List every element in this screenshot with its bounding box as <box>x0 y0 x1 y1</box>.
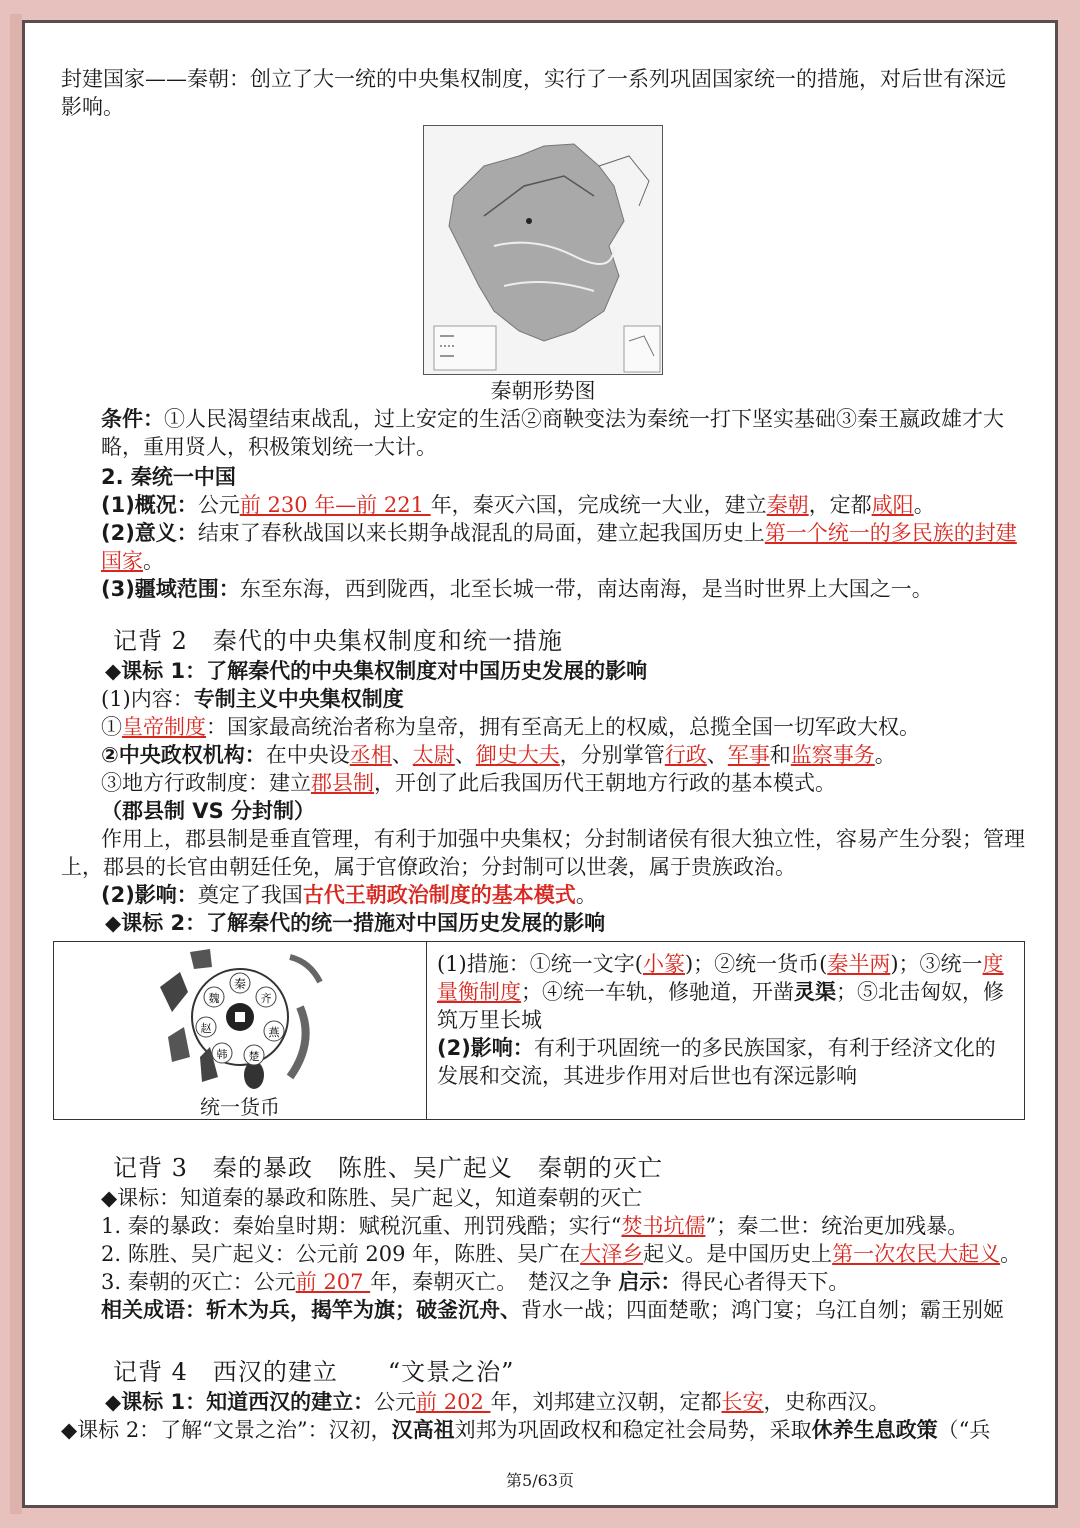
item2-mid: ，分别掌管 <box>559 743 665 767</box>
section4-standard2 <box>61 1416 1025 1444</box>
conditions-text: ①人民渴望结束战乱，过上安定的生活②商鞅变法为秦统一打下坚实基础③秦王嬴政雄才大略，重用贤人，积极策划统一大计。 <box>101 407 1004 459</box>
l1-end: ”；秦二世：统治更加残暴。 <box>705 1214 969 1238</box>
section2-title: 记背 2 秦代的中央集权制度和统一措施 <box>113 627 563 655</box>
section2-impact <box>61 881 1025 909</box>
s4-std1-end: ，史称西汉。 <box>763 1390 890 1414</box>
overview-mid: 年，秦灭六国，完成统一大业，建立 <box>430 493 767 517</box>
coin-label-2: 燕 <box>268 1026 280 1039</box>
section2-standard2: ◆课标 2：了解秦代的统一措施对中国历史发展的影响 <box>105 911 606 935</box>
intro-paragraph: 封建国家——秦朝：创立了大一统的中央集权制度，实行了一系列巩固国家统一的措施，对后世有深远影响。 <box>61 67 1006 119</box>
item2-pre: 在中央设 <box>265 743 350 767</box>
item1-text: ：国家最高统治者称为皇帝，拥有至高无上的权威，总揽全国一切军政大权。 <box>206 715 920 739</box>
effect-body: 有利于巩固统一的多民族国家，有利于经济文化的发展和交流，其进步作用对后世也有深远影响 <box>437 1036 996 1088</box>
section2-standard1: ◆课标 1：了解秦代的中央集权制度对中国历史发展的影响 <box>105 659 648 683</box>
item2-sep1: 、 <box>391 743 413 767</box>
conditions-label: 条件： <box>101 407 164 431</box>
qin-map-figure <box>423 125 663 405</box>
s4-std2-bold1: 汉高祖 <box>391 1418 455 1442</box>
conditions-paragraph <box>61 405 1025 461</box>
l3-mid: 年，秦朝灭亡。 楚汉之争 <box>370 1270 612 1294</box>
s4-std1-red2: 长安 <box>721 1390 764 1414</box>
l2-mid: 起义。是中国历史上 <box>643 1242 833 1266</box>
section2-item1 <box>61 713 1025 741</box>
item2-a: 丞相 <box>349 743 392 767</box>
section3-idioms <box>61 1296 1025 1324</box>
idioms-text: 背水一战；四面楚歌；鸿门宴；乌江自刎；霸王别姬 <box>521 1298 1004 1322</box>
l2-red2: 第一次农民大起义 <box>832 1242 1001 1266</box>
item1-pre: ① <box>101 715 122 739</box>
content-bold: 专制主义中央集权制度 <box>193 687 404 711</box>
s4-std2-text2: 刘邦为巩固政权和稳定社会局势，采取 <box>454 1418 812 1442</box>
map-caption: 秦朝形势图 <box>490 379 596 403</box>
item2-sep2: 、 <box>454 743 476 767</box>
s4-std1-pre: 公元 <box>374 1390 417 1414</box>
s4-std2-pre: ◆课标 2：了解“文景之治”： <box>61 1418 329 1442</box>
territory-label: (3)疆域范围： <box>101 577 240 601</box>
l2-pre: 2. 陈胜、吴广起义：公元前 209 年，陈胜、吴广在 <box>101 1242 581 1266</box>
section2-content <box>61 685 1025 713</box>
m3-red: 度量衡制度 <box>437 952 1004 1004</box>
overview-end: 。 <box>913 493 935 517</box>
s4-std2-bold2: 休养生息政策 <box>811 1418 938 1442</box>
coin-label-0: 魏 <box>208 992 220 1005</box>
page-shadow <box>10 14 22 1514</box>
coin-label-5: 赵 <box>200 1022 212 1035</box>
territory-text: 东至东海，西到陇西，北至长城一带，南达南海，是当时世界上大国之一。 <box>239 577 933 601</box>
section2-item3 <box>61 769 1025 797</box>
l3-pre: 3. 秦朝的灭亡：公元 <box>101 1270 296 1294</box>
coin-label-1: 齐 <box>260 992 272 1005</box>
overview-label: (1)概况： <box>101 493 198 517</box>
section3-title: 记背 3 秦的暴政 陈胜、吴广起义 秦朝的灭亡 <box>113 1154 663 1182</box>
qin-map-image <box>423 125 663 375</box>
section4-standard1 <box>61 1388 1025 1416</box>
page-number: 第5/63页 <box>506 1471 574 1490</box>
meaning-label: (2)意义： <box>101 521 198 545</box>
item2-sep3: 、 <box>706 743 728 767</box>
item2-label: ②中央政权机构： <box>101 743 266 767</box>
measures-table <box>53 941 1025 1120</box>
l2-end: 。 <box>1000 1242 1022 1266</box>
coin-caption: 统一货币 <box>200 1095 280 1119</box>
meaning-red: 第一个统一的多民族的封建国家 <box>101 521 1017 573</box>
document-page <box>22 20 1058 1508</box>
coin-label-3: 楚 <box>248 1050 260 1063</box>
item3-text: ，开创了此后我国历代王朝地方行政的基本模式。 <box>374 771 836 795</box>
unify-overview <box>61 491 1025 519</box>
m2: )；②统一货币( <box>684 952 828 976</box>
l3-red: 前 207 <box>295 1270 371 1294</box>
item2-b: 太尉 <box>412 743 455 767</box>
coin-label-4: 韩 <box>216 1048 228 1061</box>
item3-pre: ③地方行政制度：建立 <box>101 771 311 795</box>
content-label: (1)内容： <box>101 687 194 711</box>
unify-meaning <box>61 519 1025 575</box>
map-icon <box>424 126 662 374</box>
s4-std1-red: 前 202 <box>416 1390 491 1414</box>
impact-pre: 奠定了我国 <box>197 883 303 907</box>
m5: ；⑤北击匈奴，修筑万里长城 <box>437 980 1004 1032</box>
l3-bold: 启示： <box>618 1270 682 1294</box>
item2-end: 。 <box>874 743 896 767</box>
idioms-label: 相关成语：斩木为兵，揭竿为旗；破釜沉舟、 <box>101 1298 521 1322</box>
section3-line2 <box>61 1240 1025 1268</box>
overview-dates: 前 230 年—前 221 <box>239 493 431 517</box>
coin-cell <box>54 942 427 1120</box>
section2-item2 <box>61 741 1025 769</box>
impact-label: (2)影响： <box>101 883 198 907</box>
item2-c: 御史大夫 <box>475 743 560 767</box>
s4-std1-mid: 年，刘邦建立汉朝，定都 <box>490 1390 722 1414</box>
item2-f: 监察事务 <box>790 743 875 767</box>
effect-text <box>437 1034 1014 1090</box>
unify-heading: 2. 秦统一中国 <box>101 465 236 489</box>
compare-text: 作用上，郡县制是垂直管理，有利于加强中央集权；分封制诸侯有很大独立性，容易产生分裂；管理上，郡县的长官由朝廷任免，属于官僚政治；分封制可以世袭，属于贵族政治。 <box>61 827 1025 879</box>
meaning-end: 。 <box>143 549 164 573</box>
m2-red: 秦半两 <box>827 952 891 976</box>
coin-diagram-icon <box>150 947 330 1093</box>
measures-cell <box>427 942 1025 1120</box>
s4-std2-text3: （“兵 <box>937 1418 991 1442</box>
m4: ；④统一车轨，修驰道，开凿 <box>521 980 794 1004</box>
m3: )；③统一 <box>890 952 983 976</box>
overview-pre: 公元 <box>197 493 240 517</box>
m4-bold: 灵渠 <box>794 980 836 1004</box>
item2-and: 和 <box>769 743 791 767</box>
measures-text <box>437 950 1014 1034</box>
impact-red: 古代王朝政治制度的基本模式 <box>302 883 576 907</box>
l1-pre: 1. 秦的暴政：秦始皇时期：赋税沉重、刑罚残酷；实行“ <box>101 1214 622 1238</box>
s4-std2-text1: 汉初， <box>328 1418 392 1442</box>
page-content <box>61 65 1025 1444</box>
m1: ①统一文字( <box>529 952 643 976</box>
m1-red: 小篆 <box>642 952 685 976</box>
coin-center-label: 秦 <box>233 977 247 991</box>
impact-end: 。 <box>575 883 597 907</box>
overview-qin: 秦朝 <box>766 493 809 517</box>
l3-end: 得民心者得天下。 <box>681 1270 850 1294</box>
section3-standard: ◆课标：知道秦的暴政和陈胜、吴广起义，知道秦朝的灭亡 <box>101 1186 643 1210</box>
item1-red: 皇帝制度 <box>122 715 206 739</box>
item2-d: 行政 <box>664 743 707 767</box>
measures-label: (1)措施： <box>437 952 530 976</box>
overview-capital: 咸阳 <box>871 493 914 517</box>
item2-e: 军事 <box>727 743 770 767</box>
section3-line1 <box>61 1212 1025 1240</box>
overview-mid2: ，定都 <box>808 493 872 517</box>
s4-std1-label: ◆课标 1：知道西汉的建立： <box>105 1390 375 1414</box>
l2-red: 大泽乡 <box>580 1242 644 1266</box>
section3-line3 <box>61 1268 1025 1296</box>
section4-title: 记背 4 西汉的建立 “文景之治” <box>113 1358 515 1386</box>
l1-red: 焚书坑儒 <box>621 1214 706 1238</box>
meaning-pre: 结束了春秋战国以来长期争战混乱的局面，建立起我国历史上 <box>197 521 765 545</box>
unify-territory <box>61 575 1025 603</box>
effect-label: (2)影响： <box>437 1036 534 1060</box>
compare-title: （郡县制 VS 分封制） <box>101 799 315 823</box>
item3-red: 郡县制 <box>311 771 374 795</box>
